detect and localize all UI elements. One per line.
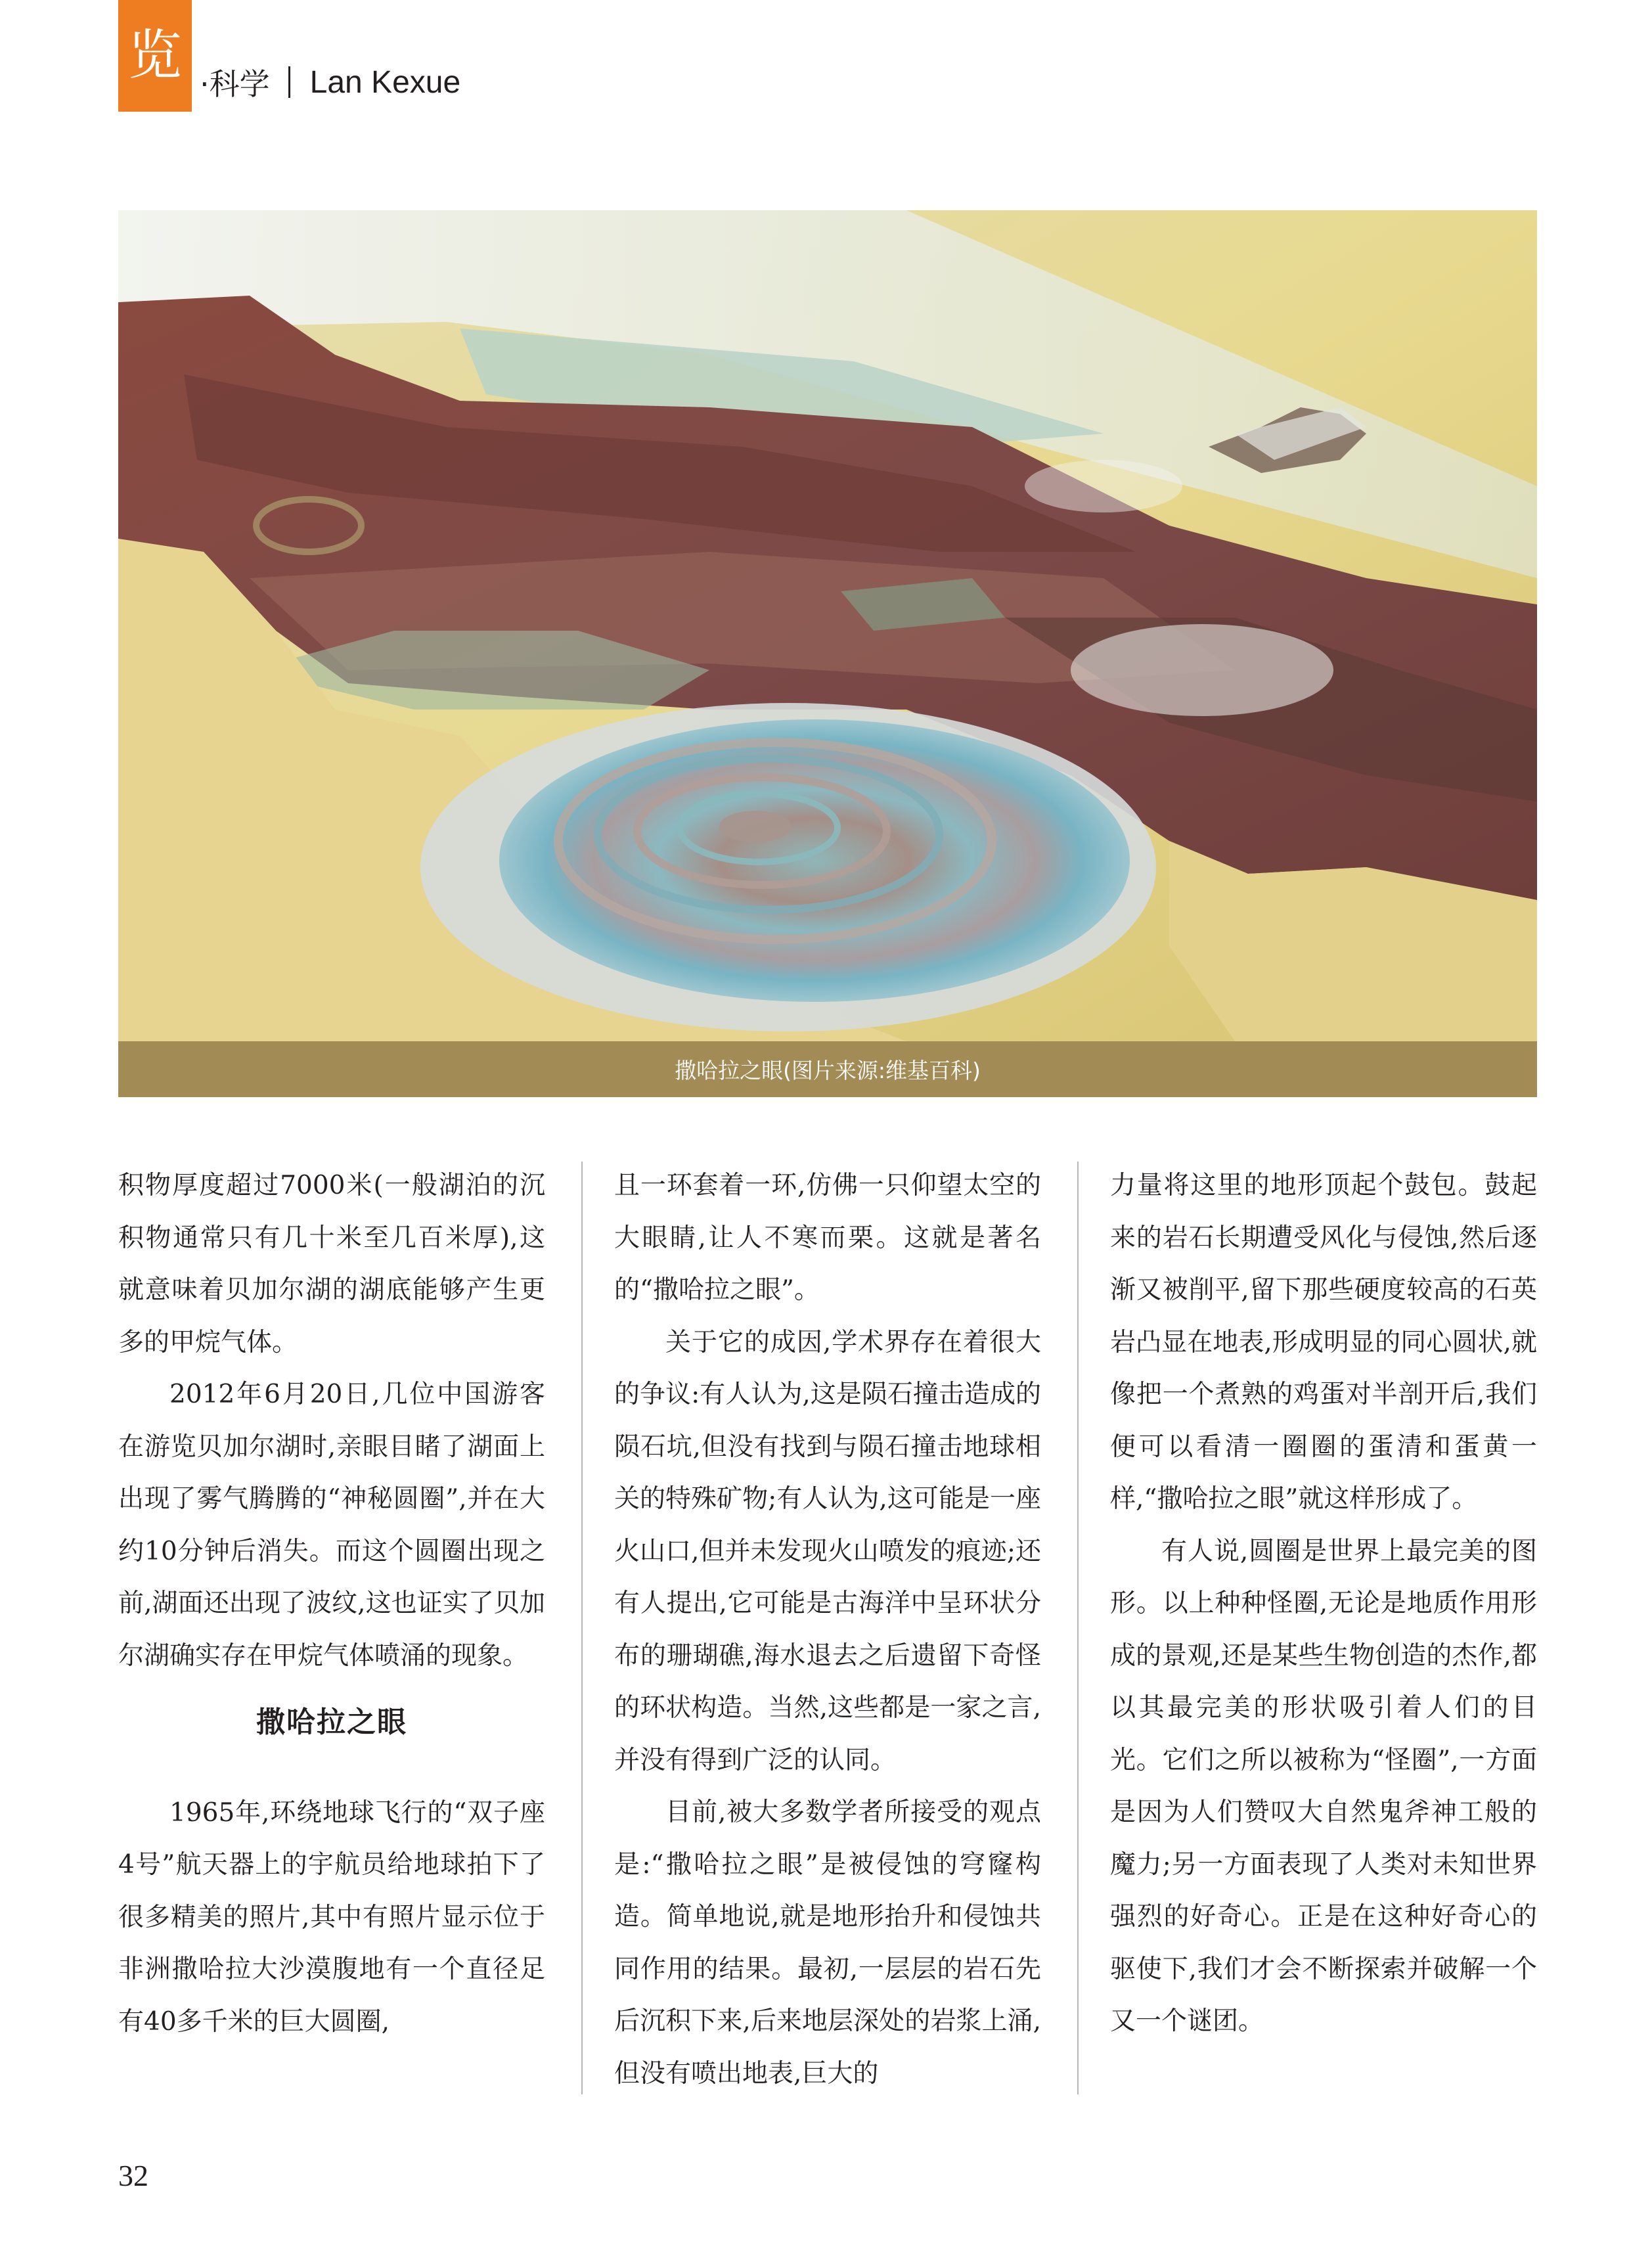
paragraph: 且一环套着一环,仿佛一只仰望太空的大眼睛,让人不寒而栗。这就是著名的“撒哈拉之眼”。	[614, 1171, 1041, 1305]
figure	[118, 210, 1537, 1097]
section-heading: 撒哈拉之眼	[256, 1705, 407, 1739]
header-divider	[288, 66, 290, 98]
paragraph: 关于它的成因,学术界存在着很大的争议:有人认为,这是陨石撞击造成的陨石坑,但没有找到与陨石撞击地球相关的特殊矿物;有人认为,这可能是一座火山口,但并未发现火山喷发的痕迹;还有人提出,它可能是古海洋中呈环状分布的珊瑚礁,海水退去之后遗留下奇怪的环状构造。当然,这些都是一家之言,并没有得到广泛的认同。	[614, 1327, 1041, 1775]
section-badge	[118, 0, 192, 112]
section-pinyin: Lan Kexue	[309, 64, 461, 100]
text-column-2	[614, 1160, 1041, 2106]
paragraph: 1965年,环绕地球飞行的“双子座4号”航天器上的宇航员给地球拍下了很多精美的照片,其中有照片显示位于非洲撒哈拉大沙漠腹地有一个直径足有40多千米的巨大圆圈,	[118, 1797, 545, 2037]
column-divider	[1077, 1162, 1079, 2094]
column-divider	[581, 1162, 583, 2094]
page-number: 32	[118, 2159, 148, 2192]
running-header	[200, 59, 460, 105]
paragraph: 2012年6月20日,几位中国游客在游览贝加尔湖时,亲眼目睹了湖面上出现了雾气腾腾的“神秘圆圈”,并在大约10分钟后消失。而这个圆圈出现之前,湖面还出现了波纹,这也证实了贝加尔湖确实存在甲烷气体喷涌的现象。	[118, 1380, 545, 1671]
text-column-3	[1110, 1160, 1537, 2106]
figure-caption: 撒哈拉之眼(图片来源:维基百科)	[675, 1058, 981, 1083]
section-badge-char: 览	[127, 24, 182, 87]
paragraph: 目前,被大多数学者所接受的观点是:“撒哈拉之眼”是被侵蚀的穹窿构造。简单地说,就是地形抬升和侵蚀共同作用的结果。最初,一层层的岩石先后沉积下来,后来地层深处的岩浆上涌,但没有喷出地表,巨大的	[614, 1797, 1041, 2089]
satellite-photo-richat-structure	[118, 210, 1537, 1041]
paragraph: 积物厚度超过7000米(一般湖泊的沉积物通常只有几十米至几百米厚),这就意味着贝加尔湖的湖底能够产生更多的甲烷气体。	[118, 1171, 545, 1357]
text-column-1	[118, 1160, 545, 2106]
caption-bar	[118, 1041, 1537, 1097]
section-name: ·科学	[200, 66, 270, 102]
paragraph: 力量将这里的地形顶起个鼓包。鼓起来的岩石长期遭受风化与侵蚀,然后逐渐又被削平,留下那些硬度较高的石英岩凸显在地表,形成明显的同心圆状,就像把一个煮熟的鸡蛋对半剖开后,我们便可以看清一圈圈的蛋清和蛋黄一样,“撒哈拉之眼”就这样形成了。	[1110, 1171, 1537, 1514]
paragraph: 有人说,圆圈是世界上最完美的图形。以上种种怪圈,无论是地质作用形成的景观,还是某些生物创造的杰作,都以其最完美的形状吸引着人们的目光。它们之所以被称为“怪圈”,一方面是因为人们赞叹大自然鬼斧神工般的魔力;另一方面表现了人类对未知世界强烈的好奇心。正是在这种好奇心的驱使下,我们才会不断探索并破解一个又一个谜团。	[1110, 1536, 1537, 2036]
